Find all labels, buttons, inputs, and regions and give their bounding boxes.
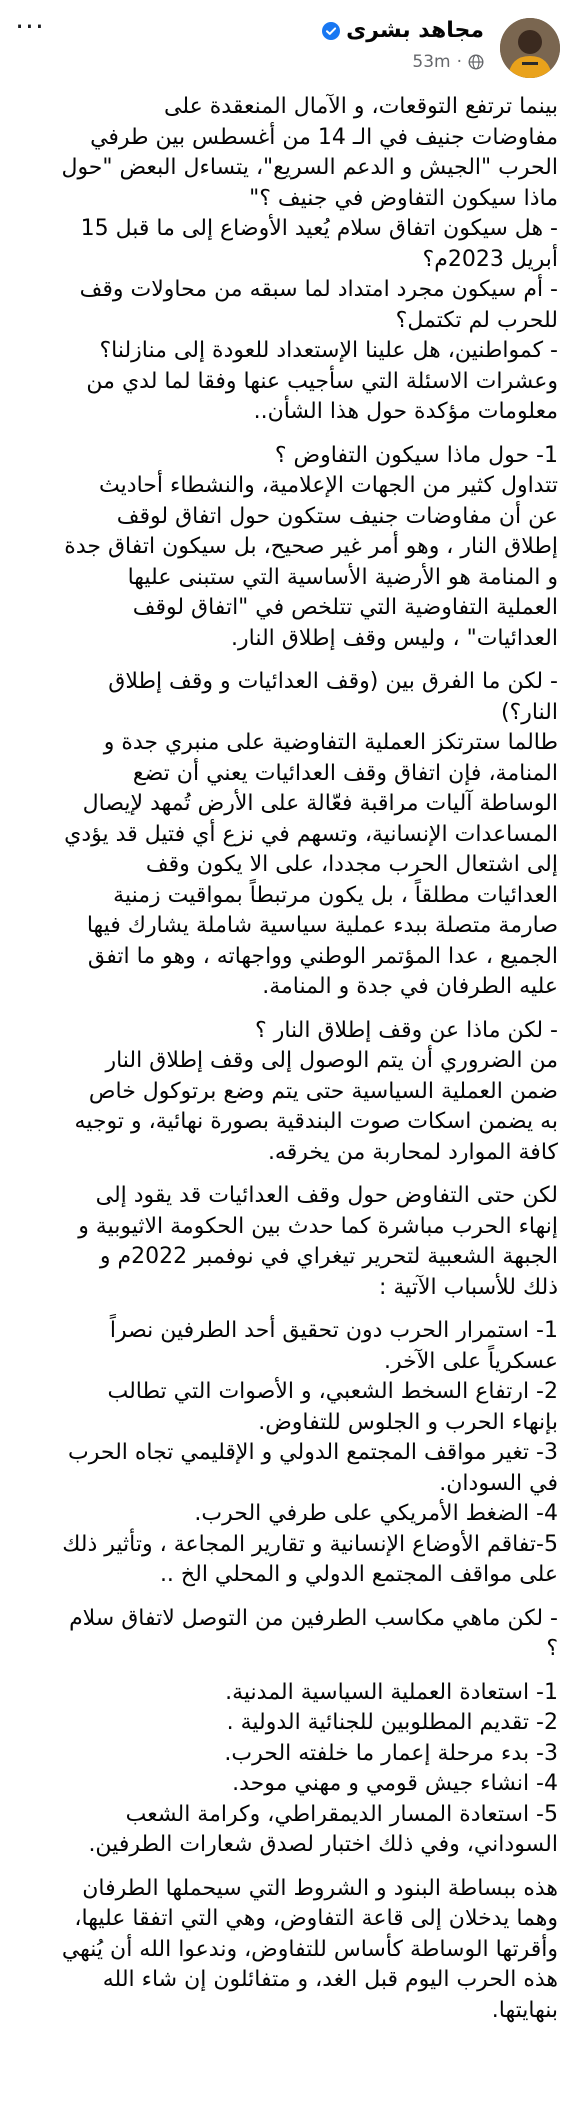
post-text-line: 3- بدء مرحلة إعمار ما خلفته الحرب.: [224, 1740, 558, 1766]
author-row: [322, 18, 484, 43]
post-text-line: أبريل 2023م؟: [422, 246, 558, 272]
post-text-line: النار؟): [500, 699, 558, 725]
post-text-line: على مواقف المجتمع الدولي و المحلي الخ ..: [159, 1562, 558, 1587]
post-header: [0, 0, 576, 92]
more-options-icon[interactable]: ···: [15, 10, 45, 43]
post-paragraph: [14, 667, 558, 1003]
post-text-line: 2- تقديم المطلوبين للجنائية الدولية .: [226, 1710, 558, 1735]
post-meta: [412, 52, 484, 72]
post-text-line: صارمة متصلة ببدء عملية سياسية شاملة يشارك فيها: [86, 913, 558, 938]
post-text-line: العملية التفاوضية التي تتلخص في "اتفاق لوقف: [132, 595, 558, 620]
post-text-line: هذه ببساطة البنود و الشروط التي سيحملها الطرفان: [82, 1875, 558, 1901]
post-text-line: إطلاق النار ، وهو أمر غير صحيح، بل سيكون اتفاق جدة: [64, 534, 558, 559]
post-text-line: السوداني، وفي ذلك اختبار لصدق شعارات الطرفين.: [88, 1832, 558, 1857]
meta-separator: ·: [456, 52, 462, 72]
post-text-line: بينما ترتفع التوقعات، و الآمال المنعقدة على: [164, 94, 558, 119]
post-text-line: هذه الحرب اليوم قبل الغد، و متفائلون إن شاء الله: [102, 1967, 558, 1992]
post-text-line: عسكرياً على الآخر.: [384, 1348, 558, 1374]
post-text-line: وعشرات الاسئلة التي سأجيب عنها وفقا لما لدي من: [86, 368, 558, 394]
post-text-line: 1- استمرار الحرب دون تحقيق أحد الطرفين نصراً: [109, 1318, 558, 1343]
post-text-line: المساعدات الإنسانية، وتسهم في نزع أي فتيل قد يؤدي: [64, 821, 558, 847]
post-text-line: ضمن العملية السياسية حتى يتم وضع برتوكول خاص: [88, 1078, 558, 1104]
post-text-line: بإنهاء الحرب و الجلوس للتفاوض.: [258, 1409, 558, 1435]
post-text-line: مفاوضات جنيف في الـ 14 من أغسطس بين طرفي: [90, 124, 558, 150]
post-text-line: به يضمن اسكات صوت البندقية بصورة نهائية، و توجيه: [74, 1109, 558, 1134]
post-text-line: - كمواطنين، هل علينا الإستعداد للعودة إلى منازلنا؟: [99, 338, 558, 363]
post-text-line: معلومات مؤكدة حول هذا الشأن..: [253, 399, 558, 424]
verified-badge-icon: [322, 22, 340, 40]
post-text-line: - أم سيكون مجرد امتداد لما سبقه من محاولات وقف: [79, 277, 558, 302]
post-text-line: العدائيات" ، وليس وقف إطلاق النار.: [231, 625, 558, 651]
post-text-line: 4- الضغط الأمريكي على طرفي الحرب.: [194, 1501, 558, 1526]
post-text-line: و المنامة هو الأرضية الأساسية التي ستبنى عليها: [127, 564, 558, 590]
post-text-line: ماذا سيكون التفاوض في جنيف ؟": [249, 185, 558, 211]
post-text-line: - هل سيكون اتفاق سلام يُعيد الأوضاع إلى ما قبل 15: [80, 216, 558, 241]
post-paragraph: [14, 441, 558, 655]
post-text-line: - لكن ما الفرق بين (وقف العدائيات و وقف إطلاق: [108, 669, 558, 694]
post-text-line: لكن حتى التفاوض حول وقف العدائيات قد يقود إلى: [95, 1183, 558, 1208]
post-body: [14, 92, 558, 2039]
post-text-line: العدائيات مطلقاً ، بل يكون مرتبطاً بمواقيت زمنية: [113, 882, 558, 908]
post-text-line: طالما سترتكز العملية التفاوضية على منبري جدة و: [103, 730, 558, 755]
post-text-line: الحرب "الجيش و الدعم السريع"، يتساءل البعض "حول: [61, 155, 558, 180]
post-paragraph: [14, 92, 558, 428]
post-text-line: 4- انشاء جيش قومي و مهني موحد.: [232, 1771, 558, 1796]
post-text-line: الجميع ، عدا المؤتمر الوطني وواجهاته ، وهو ما اتفق: [87, 943, 558, 969]
post-text-line: الجبهة الشعبية لتحرير تيغراي في نوفمبر 2022م و: [99, 1244, 558, 1269]
post-text-line: 5-تفاقم الأوضاع الإنسانية و تقارير المجاعة ، وتأثير ذلك: [62, 1531, 558, 1557]
post-paragraph: [14, 1874, 558, 2027]
post-text-line: تتداول كثير من الجهات الإعلامية، والنشطاء أحاديث: [99, 473, 558, 498]
post-paragraph: [14, 1316, 558, 1591]
post-text-line: المنامة، فإن اتفاق وقف العدائيات يعني أن تضع: [132, 760, 558, 786]
post-paragraph: [14, 1016, 558, 1169]
post-text-line: للحرب لم تكتمل؟: [395, 307, 558, 333]
author-name[interactable]: مجاهد بشرى: [346, 18, 484, 43]
avatar[interactable]: [500, 18, 560, 78]
post-text-line: 2- ارتفاع السخط الشعبي، و الأصوات التي تطالب: [107, 1379, 558, 1404]
post-text-line: - لكن ماهي مكاسب الطرفين من التوصل لاتفاق سلام: [69, 1605, 558, 1631]
globe-icon: [468, 54, 484, 70]
post-paragraph: [14, 1604, 558, 1665]
avatar-image: [500, 18, 560, 78]
post-text-line: وأقرتها الوساطة كأساس للتفاوض، وندعوا الله أن يُنهي: [61, 1936, 558, 1962]
post-text-line: إلى اشتعال الحرب مجددا، على الا يكون وقف: [145, 852, 558, 877]
post-paragraph: [14, 1181, 558, 1303]
post-text-line: 1- استعادة العملية السياسية المدنية.: [225, 1679, 558, 1705]
post-text-line: إنهاء الحرب مباشرة كما حدث بين الحكومة الاثيوبية و: [78, 1213, 558, 1239]
post-text-line: ؟: [546, 1636, 558, 1661]
post-time[interactable]: 53m: [412, 52, 451, 72]
post-text-line: وهما يدخلان إلى قاعة التفاوض، وهي التي اتفقا عليها،: [74, 1906, 558, 1931]
post-text-line: الوساطة آليات مراقبة فعّالة على الأرض تُمهد لإيصال: [82, 791, 558, 816]
post-text-line: 1- حول ماذا سيكون التفاوض ؟: [274, 442, 558, 468]
post-text-line: بنهايتها.: [491, 1997, 558, 2023]
post-text-line: من الضروري أن يتم الوصول إلى وقف إطلاق النار: [105, 1048, 558, 1073]
post-text-line: 5- استعادة المسار الديمقراطي، وكرامة الشعب: [125, 1801, 558, 1827]
post-text-line: - لكن ماذا عن وقف إطلاق النار ؟: [255, 1017, 558, 1043]
post-paragraph: [14, 1678, 558, 1861]
post-text-line: في السودان.: [439, 1470, 558, 1496]
post-text-line: كافة الموارد لمحاربة من يخرقه.: [267, 1139, 558, 1165]
post-text-line: عن أن مفاوضات جنيف ستكون حول اتفاق لوقف: [116, 503, 558, 529]
post-text-line: 3- تغير مواقف المجتمع الدولي و الإقليمي تجاه الحرب: [68, 1440, 558, 1465]
post-text-line: عليه الطرفان في جدة و المنامة.: [262, 974, 558, 999]
post-text-line: ذلك للأسباب الآتية :: [379, 1274, 558, 1300]
